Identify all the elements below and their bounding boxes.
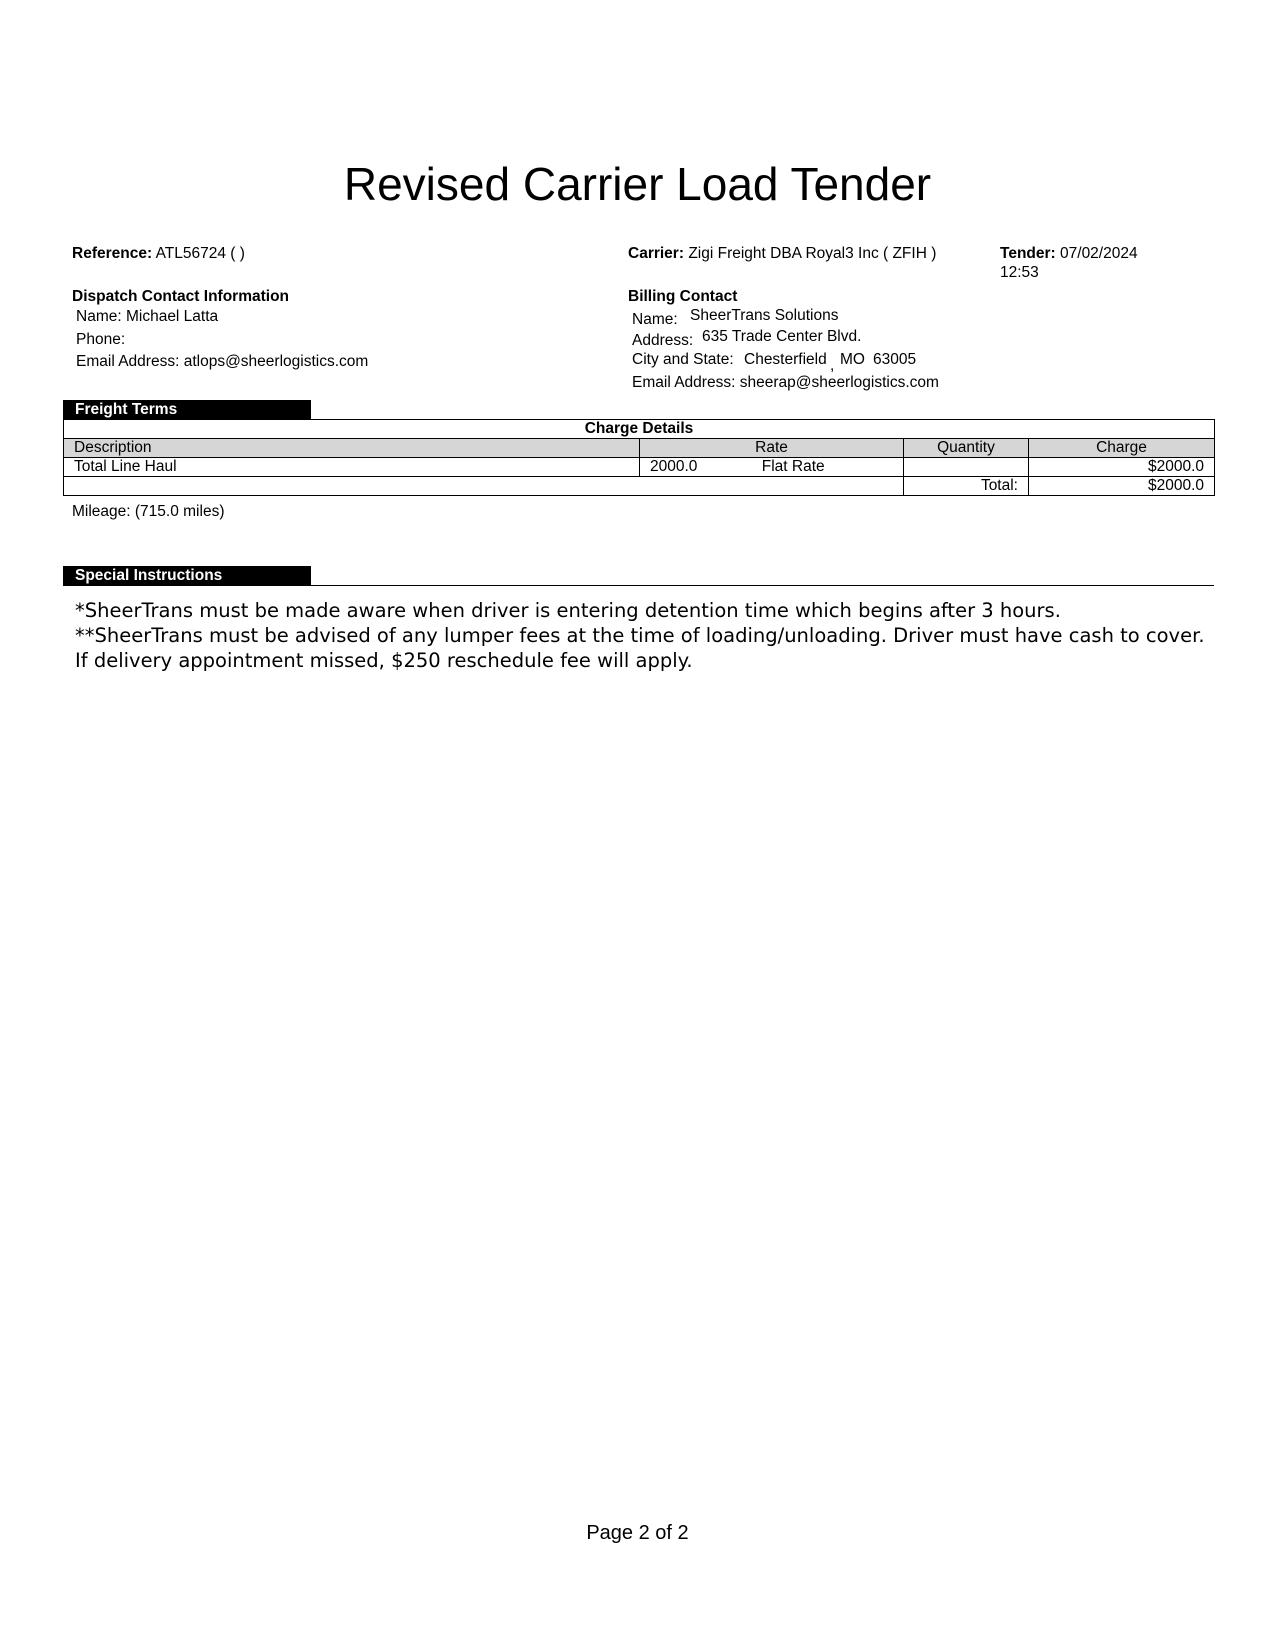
dispatch-email [76,352,368,372]
charge-details-table [63,419,1215,496]
col-quantity: Quantity [904,439,1029,458]
special-instructions-text [75,598,1215,673]
billing-address-value: 635 Trade Center Blvd. [702,328,862,345]
row-rate-type: Flat Rate [761,458,825,475]
table-total-row [64,477,1215,496]
table-header-row [64,439,1215,458]
billing-heading: Billing Contact [628,288,738,305]
total-value: $2000.0 [1029,477,1215,496]
row-charge: $2000.0 [1029,458,1215,477]
freight-terms-heading: Freight Terms [63,400,311,420]
reference-label: Reference: [72,245,153,262]
col-rate: Rate [640,439,904,458]
instruction-line-1: *SheerTrans must be made aware when driver is entering detention time which begins after 3 hours. [75,599,1061,622]
tender-date: 07/02/2024 [1060,245,1138,262]
tender-time: 12:53 [1000,264,1039,281]
instruction-line-2: **SheerTrans must be advised of any lumper fees at the time of loading/unloading. Driver must have cash to cover. If delivery appointment missed, $250 reschedule fee will apply. [75,624,1205,672]
dispatch-name-value: Michael Latta [125,308,219,325]
tender-label: Tender: [1000,245,1056,262]
reference-field [72,244,245,264]
billing-city: Chesterfield [744,351,827,368]
billing-email-value: sheerap@sheerlogistics.com [739,374,939,391]
charge-details-title: Charge Details [64,420,1215,439]
table-title-row [64,420,1215,439]
total-label: Total: [904,477,1029,496]
billing-name-label: Name: [632,311,678,328]
billing-zip: 63005 [873,351,917,368]
dispatch-name-label: Name: [76,308,122,325]
billing-email-label: Email Address: [632,374,736,391]
carrier-label: Carrier: [628,245,684,262]
dispatch-email-value: atlops@sheerlogistics.com [183,353,369,370]
dispatch-phone [76,330,125,350]
row-rate-cell [640,458,904,477]
col-charge: Charge [1029,439,1215,458]
billing-comma: , [830,357,835,374]
row-quantity [904,458,1029,477]
dispatch-name [76,307,218,327]
total-spacer [64,477,904,496]
document-title: Revised Carrier Load Tender [343,158,932,210]
carrier-field [628,244,936,264]
col-description: Description [64,439,640,458]
row-description: Total Line Haul [64,458,640,477]
mileage: Mileage: (715.0 miles) [72,503,225,520]
reference-value: ATL56724 ( ) [155,245,245,262]
dispatch-heading: Dispatch Contact Information [72,288,290,305]
billing-email [632,373,939,393]
billing-name-value: SheerTrans Solutions [690,307,839,324]
billing-state: MO [840,351,865,368]
dispatch-phone-label: Phone: [76,331,126,348]
billing-address-label: Address: [632,332,694,349]
special-instructions-heading: Special Instructions [63,566,311,586]
row-rate: 2000.0 [650,458,698,475]
billing-citystate-label: City and State: [632,351,734,368]
table-row [64,458,1215,477]
dispatch-email-label: Email Address: [76,353,180,370]
carrier-value: Zigi Freight DBA Royal3 Inc ( ZFIH ) [688,245,937,262]
page-number: Page 2 of 2 [586,1522,689,1544]
special-instructions-rule [63,585,1214,586]
tender-field [1000,244,1138,264]
